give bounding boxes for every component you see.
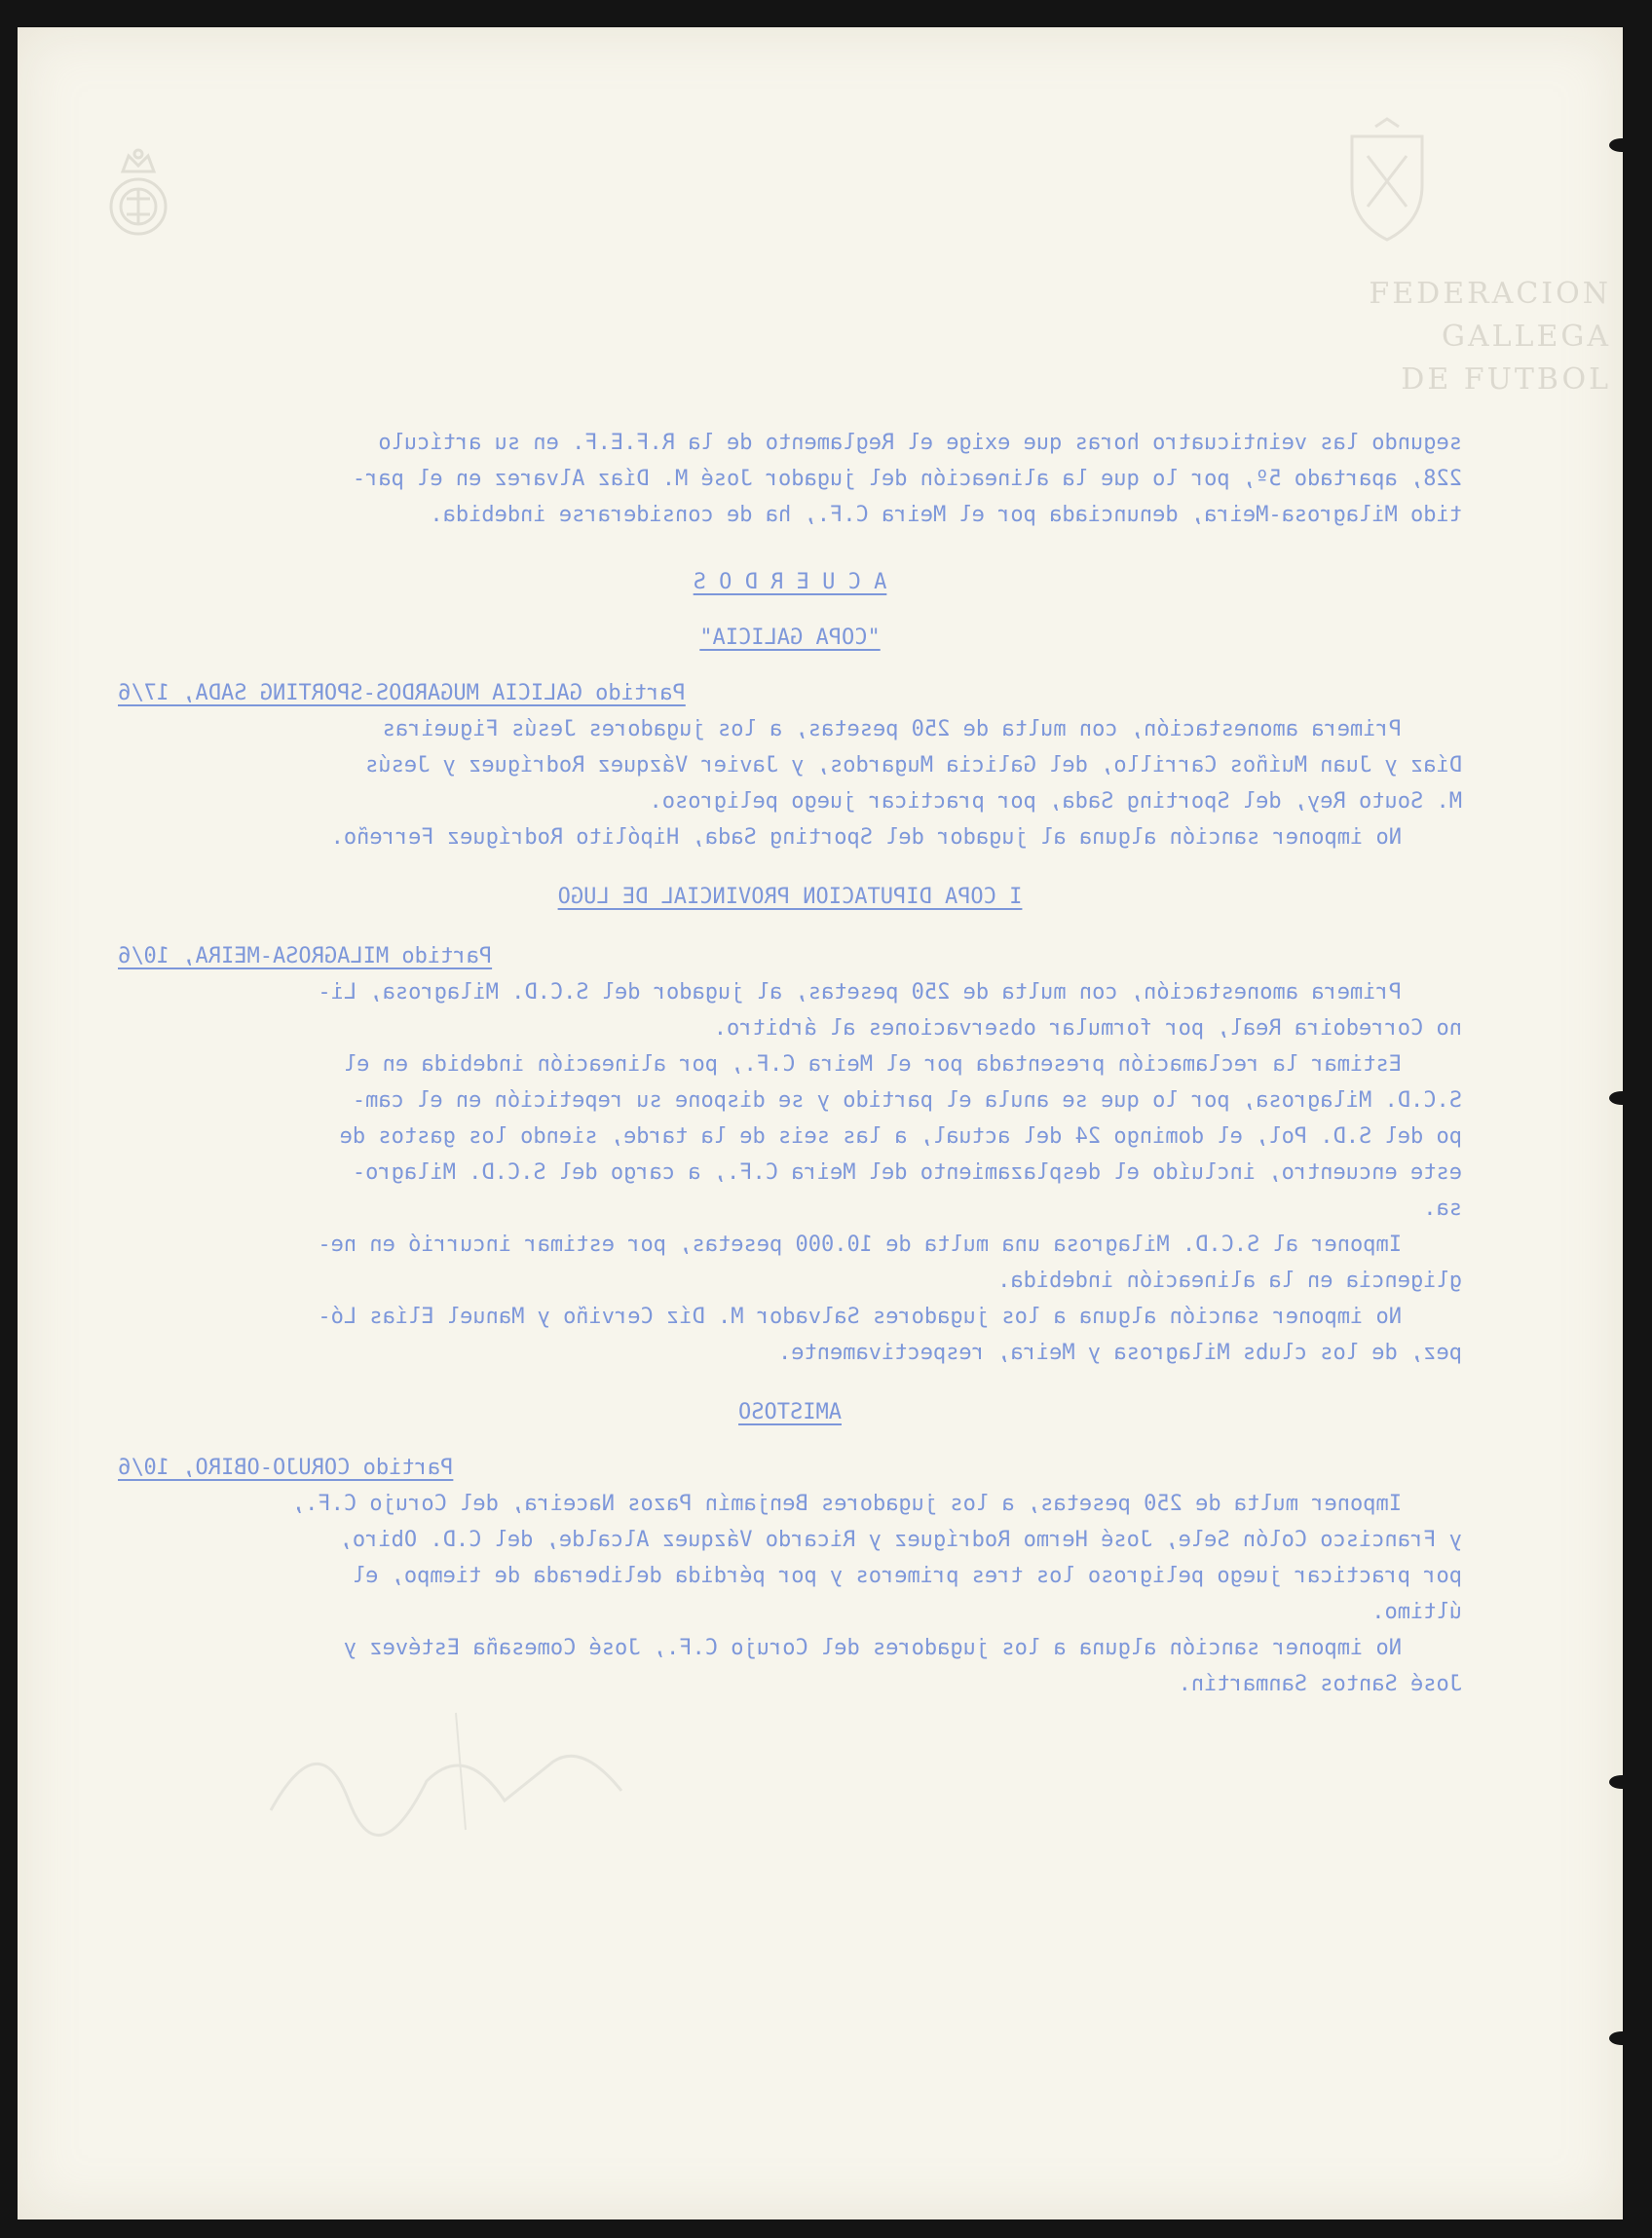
copa-lugo-line: gligencia en la alineación indebida.: [997, 1269, 1462, 1293]
copa-galicia-line: Díaz y Juan Muíños Carrillo, del Galicia Mugardos, y Javier Vázquez Rodríguez y Jesús: [365, 753, 1462, 778]
copa-galicia-line: M. Souto Rey, del Sporting Sada, por practicar juego peligroso.: [649, 789, 1462, 814]
amistoso-line: Imponer multa de 250 pesetas, a los jugadores Benjamín Pazos Naceira, del Corujo C.F.,: [291, 1492, 1402, 1516]
copa-lugo-line: sa.: [1423, 1196, 1462, 1221]
amistoso-match: Partido CORUJO-OBIRO, 10/6: [118, 1456, 454, 1480]
amistoso-line: último.: [1371, 1600, 1462, 1624]
shield-crest-watermark-icon: [1340, 117, 1434, 244]
acuerdos-heading: A C U E R D O S: [693, 570, 887, 594]
amistoso-line: José Santos Sanmartín.: [1178, 1672, 1462, 1696]
crown-crest-watermark-icon: [94, 142, 183, 249]
page-edge-right: [1634, 0, 1652, 2238]
mirrored-typed-text: [118, 425, 1462, 1702]
intro-line: segundo las veinticuatro horas que exige el Reglamento de la R.F.E.F. en su artículo: [378, 431, 1462, 455]
amistoso-line: por practicar juego peligroso los tres primeros y por pérdida deliberada de tiempo, el: [352, 1564, 1462, 1588]
amistoso-line: No imponer sanción alguna a los jugadores del Corujo C.F., José Comesaña Estévez y: [343, 1636, 1402, 1660]
edge-notch: [1609, 138, 1634, 152]
copa-lugo-line: este encuentro, incluído el desplazamiento del Meira C.F., a cargo del S.C.D. Milagro-: [352, 1160, 1462, 1185]
amistoso-line: y Francisco Colón Sele, José Hermo Rodríguez y Ricardo Vázquez Alcalde, del C.D. Obiro,: [339, 1528, 1462, 1552]
letterhead-line1: FEDERACION GALLEGA: [1369, 277, 1611, 354]
copa-lugo-line: Imponer al S.C.D. Milagrosa una multa de 10.000 pesetas, por estimar incurrió en ne-: [318, 1233, 1402, 1257]
edge-notch: [1609, 1775, 1634, 1789]
copa-lugo-line: Estimar la reclamación presentada por el Meira C.F., por alineación indebida en el: [343, 1052, 1402, 1077]
copa-lugo-line: No imponer sanción alguna a los jugadores Salvador M. Díz Cerviño y Manuel Elías Ló-: [318, 1305, 1402, 1329]
copa-galicia-line: No imponer sanción alguna al jugador del Sporting Sada, Hipólito Rodríguez Ferreño.: [330, 825, 1402, 850]
copa-lugo-match: Partido MILAGROSA-MEIRA, 10/6: [118, 944, 493, 968]
signature-ghost: [261, 1703, 631, 1840]
copa-galicia-heading: "COPA GALICIA": [699, 626, 881, 650]
copa-lugo-line: Primera amonestación, con multa de 250 pesetas, al jugador del S.C.D. Milagrosa, Li-: [318, 980, 1402, 1005]
copa-galicia-match: Partido GALICIA MUGARDOS-SPORTING SADA, 17/6: [118, 681, 686, 705]
copa-galicia-line: Primera amonestación, con multa de 250 pesetas, a los jugadores Jesús Figueiras: [382, 717, 1402, 741]
copa-lugo-line: S.C.D. Milagrosa, por lo que se anula el partido y se dispone su repetición en el cam-: [352, 1088, 1462, 1113]
copa-lugo-heading: I COPA DIPUTACION PROVINCIAL DE LUGO: [557, 885, 1023, 909]
copa-lugo-line: no Corredoira Real, por formular observaciones al árbitro.: [713, 1016, 1462, 1041]
intro-line: 228, apartado 5º, por lo que la alineación del jugador José M. Díaz Alvarez en el par-: [352, 467, 1462, 491]
intro-line: tido Milagrosa-Meira, denunciada por el Meira C.F., ha de considerarse indebida.: [430, 503, 1462, 527]
letterhead-ghost: [1202, 273, 1611, 401]
edge-notch: [1609, 2031, 1634, 2045]
edge-notch: [1609, 1091, 1634, 1105]
copa-lugo-line: pez, de los clubs Milagrosa y Meira, respectivamente.: [778, 1341, 1462, 1365]
amistoso-heading: AMISTOSO: [738, 1400, 842, 1424]
document-page: [18, 27, 1623, 2219]
copa-lugo-line: po del S.D. Pol, el domingo 24 del actual, a las seis de la tarde, siendo los gastos de: [339, 1124, 1462, 1149]
letterhead-line2: DE FUTBOL: [1401, 362, 1611, 397]
